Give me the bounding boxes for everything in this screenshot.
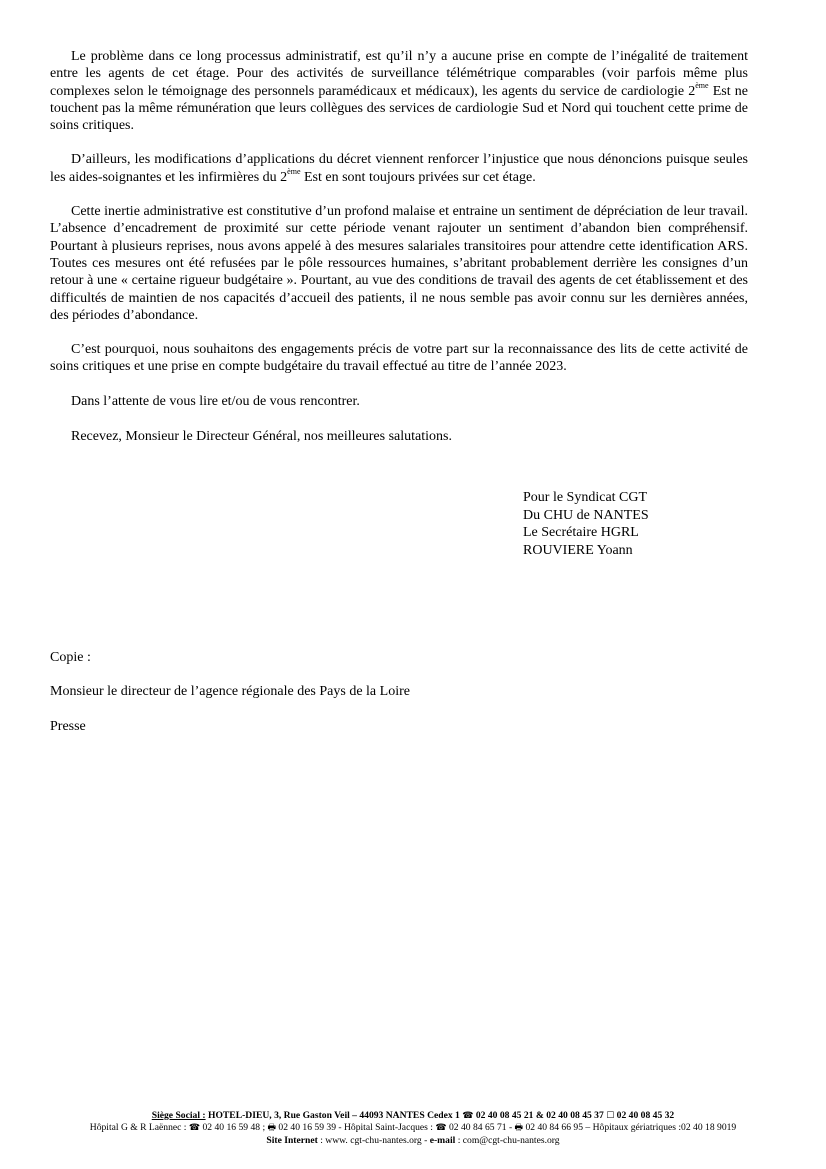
copy-recipient: Presse — [50, 719, 86, 734]
footer-text: 02 40 84 65 71 - — [446, 1122, 515, 1134]
footer-text: 02 40 84 66 95 – Hôpitaux gériatriques :02 40 18 9019 — [523, 1122, 737, 1134]
phone-icon: ☎ — [435, 1123, 447, 1134]
footer-text: 02 40 16 59 48 ; — [200, 1122, 268, 1134]
copy-label: Copie : — [50, 650, 91, 665]
paragraph-salutation: Recevez, Monsieur le Directeur Général, nos meilleures salutations. — [71, 429, 452, 445]
superscript: ème — [695, 80, 709, 90]
footer-label: e-mail — [429, 1134, 456, 1146]
signature-line: Le Secrétaire HGRL — [523, 525, 639, 541]
footer-phone: 02 40 08 45 21 & 02 40 08 45 37 — [473, 1110, 607, 1121]
fax-icon: 🖶 — [267, 1123, 277, 1134]
paragraph-awaiting: Dans l’attente de vous lire et/ou de vous rencontrer. — [71, 393, 360, 409]
paragraph-text: Est ne touchent pas la même rémunération que leurs collègues des services de cardiologie Sud et Nord qui touchent cette prime de soins critiques. — [50, 83, 749, 134]
footer-label: Siège Social : — [151, 1110, 206, 1121]
footer-text: 02 40 16 59 39 - Hôpital Saint-Jacques : — [276, 1122, 436, 1134]
footer-label: Site Internet — [266, 1134, 318, 1146]
footer-web — [0, 1135, 826, 1146]
email-link[interactable]: : com@cgt-chu-nantes.org — [455, 1134, 560, 1146]
website-link[interactable]: : www. cgt-chu-nantes.org - — [317, 1134, 430, 1146]
signature-name: ROUVIERE Yoann — [523, 542, 633, 558]
footer — [0, 1110, 826, 1146]
footer-hospitals — [0, 1122, 826, 1134]
footer-address: HOTEL-DIEU, 3, Rue Gaston Veil – 44093 NANTES Cedex 1 — [205, 1110, 463, 1121]
paragraph-decree — [50, 151, 748, 186]
signature-line: Pour le Syndicat CGT — [523, 490, 648, 505]
footer-headquarters — [0, 1110, 826, 1122]
signature-block — [523, 489, 649, 559]
paragraph-text: Le problème dans ce long processus administratif, est qu’il n’y a aucune prise en compte de l’inégalité de traitement entre les agents de cet étage. Pour des activités de surveillance télémétrique comparables (voir parfois même plus complexes selon le témoignage des personnels paramédicaux et médicaux), les agents du service de cardiologie 2 — [50, 49, 748, 99]
letter-body — [50, 48, 748, 463]
paragraph-inertia: Cette inertie administrative est constitutive d’un profond malaise et entraine un sentiment de dépréciation de leur travail. L’absence d’encadrement de proximité sur cette période venant rajouter un sentiment d’abandon bien compréhensif. Pourtant à plusieurs reprises, nous avons appelé à des mesures salariales transitoires pour attendre cette identification ARS. Toutes ces mesures ont été refusées par le pôle ressources humaines, s’abritant probablement derrière les consignes d’un retour à une « certaine rigueur budgétaire ». Pourtant, au vue des conditions de travail des agents de cet établissement et des difficultés de maintien de nos capacités d’accueil des patients, il ne nous semble pas avoir connu sur les dernières années, des périodes d’abondance. — [50, 204, 748, 323]
copy-recipient: Monsieur le directeur de l’agence régionale des Pays de la Loire — [50, 684, 410, 699]
paragraph-text: D’ailleurs, les modifications d’applications du décret viennent renforcer l’injustice que nous dénoncions puisque seules les aides-soignantes et les infirmières du 2 — [50, 152, 748, 185]
paragraph-request: C’est pourquoi, nous souhaitons des engagements précis de votre part sur la reconnaissance des lits de cette activité de soins critiques et une prise en compte budgétaire du travail effectué au titre de l’année 2023. — [50, 342, 748, 375]
footer-text: Hôpital G & R Laënnec : — [89, 1122, 189, 1134]
signature-line: Du CHU de NANTES — [523, 507, 649, 523]
paragraph-inequality — [50, 48, 748, 134]
superscript: ème — [287, 166, 301, 176]
phone-icon: ☎ — [462, 1111, 474, 1121]
phone-icon: ☎ — [188, 1123, 201, 1134]
fax-icon: 🖶 — [514, 1123, 524, 1134]
paragraph-text: Est en sont toujours privées sur cet étage. — [300, 169, 536, 185]
footer-fax: 02 40 08 45 32 — [614, 1110, 675, 1121]
fax-icon: ☐ — [606, 1111, 615, 1121]
